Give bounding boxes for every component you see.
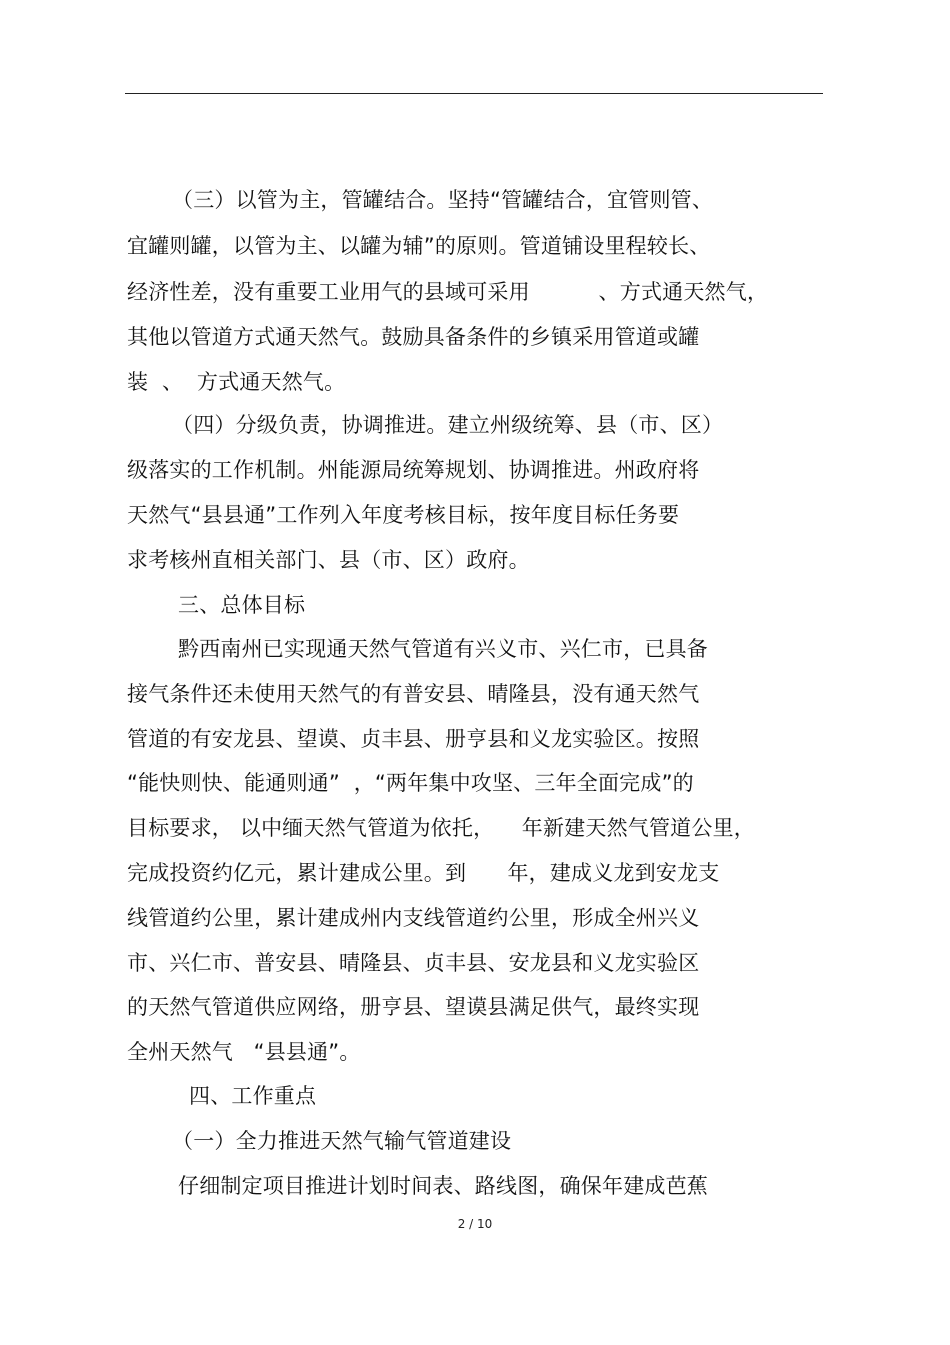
section-heading-3: 三、总体目标 xyxy=(178,593,306,617)
text-line-20: 全州天然气 “县县通”。 xyxy=(127,1040,361,1064)
text-line-2: 宜罐则罐，以管为主、以罐为辅”的原则。管道铺设里程较长、 xyxy=(127,234,711,258)
text-line-14: “能快则快、能通则通” ，“两年集中攻坚、三年全面完成”的 xyxy=(127,771,694,795)
text-line-1: （三）以管为主，管罐结合。坚持“管罐结合，宜管则管、 xyxy=(172,188,714,212)
text-line-7: 级落实的工作机制。州能源局统筹规划、协调推进。州政府将 xyxy=(127,458,700,482)
text-line-3: 经济性差，没有重要工业用气的县域可采用 、方式通天然气， xyxy=(127,280,769,304)
text-line-11: 黔西南州已实现通天然气管道有兴义市、兴仁市，已具备 xyxy=(178,637,708,661)
text-line-15: 目标要求， 以中缅天然气管道为依托， 年新建天然气管道公里， xyxy=(127,816,755,840)
text-line-8: 天然气“县县通”工作列入年度考核目标，按年度目标任务要 xyxy=(127,503,680,527)
text-line-19: 的天然气管道供应网络，册亨县、望谟县满足供气，最终实现 xyxy=(127,995,700,1019)
text-line-23: 仔细制定项目推进计划时间表、路线图，确保年建成芭蕉 xyxy=(178,1174,708,1198)
text-line-4: 其他以管道方式通天然气。鼓励具备条件的乡镇采用管道或罐 xyxy=(127,325,700,349)
text-line-18: 市、兴仁市、普安县、晴隆县、贞丰县、安龙县和义龙实验区 xyxy=(127,951,700,975)
text-line-9: 求考核州直相关部门、县（市、区）政府。 xyxy=(127,548,530,572)
text-line-16: 完成投资约亿元，累计建成公里。到 年，建成义龙到安龙支 xyxy=(127,861,720,885)
header-rule xyxy=(125,93,823,94)
text-line-17: 线管道约公里，累计建成州内支线管道约公里，形成全州兴义 xyxy=(127,906,700,930)
text-line-5: 装 、 方式通天然气。 xyxy=(127,370,346,394)
section-heading-4: 四、工作重点 xyxy=(189,1084,317,1108)
text-line-6: （四）分级负责，协调推进。建立州级统筹、县（市、区） xyxy=(172,413,724,437)
subsection-heading-1: （一）全力推进天然气输气管道建设 xyxy=(172,1129,512,1153)
page-number: 2 / 10 xyxy=(457,1217,493,1231)
text-line-13: 管道的有安龙县、望谟、贞丰县、册亨县和义龙实验区。按照 xyxy=(127,727,700,751)
text-line-12: 接气条件还未使用天然气的有普安县、晴隆县，没有通天然气 xyxy=(127,682,700,706)
